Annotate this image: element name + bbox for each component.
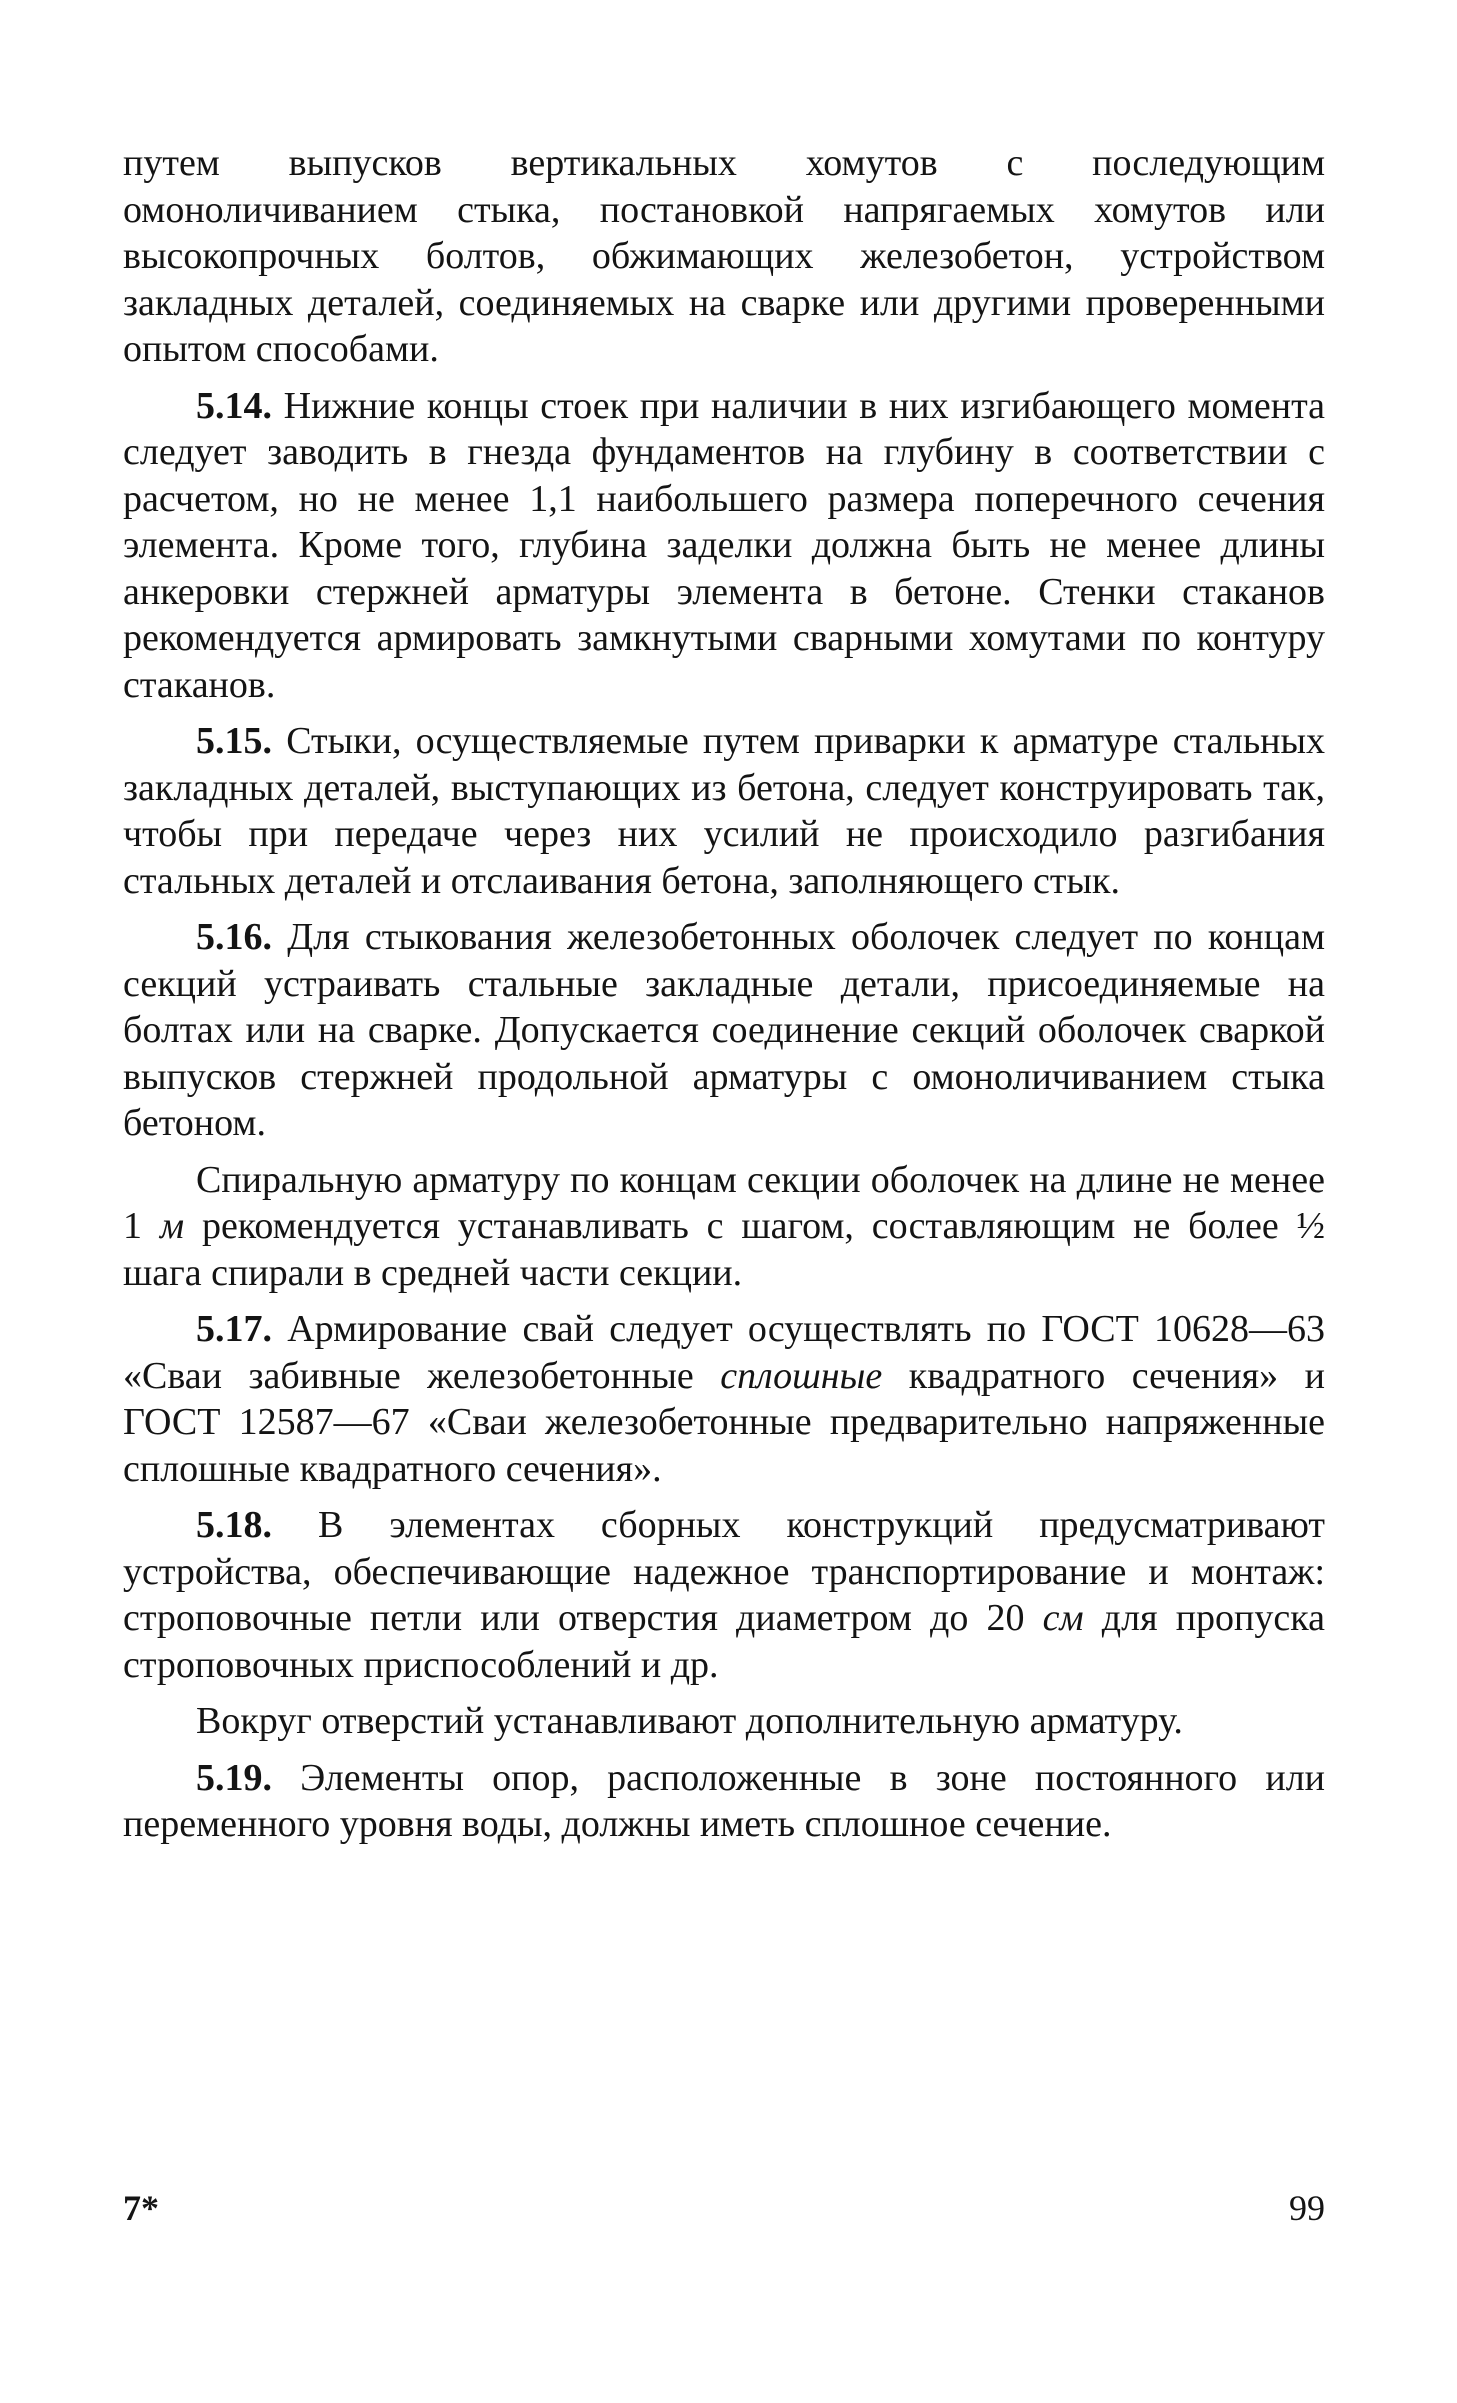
clause-text: Нижние концы стоек при наличии в них изгибающего момента следует заводить в гнезда фундаментов на глубину в соответствии с расчетом, но не менее 1,1 наибольшего размера поперечного сечения элемента. Кроме того, глубина заделки должна быть не менее длины анкеровки стержней арматуры элемента в бетоне. Стенки стаканов рекомендуется армировать замкнутыми сварными хомутами по контуру стаканов. bbox=[123, 384, 1325, 706]
italic-text: сплошные bbox=[720, 1354, 883, 1397]
paragraph-openings bbox=[123, 1698, 1325, 1745]
clause-number: 5.16. bbox=[196, 916, 272, 958]
paragraph-continuation bbox=[123, 140, 1325, 373]
clause-5-14 bbox=[123, 383, 1325, 709]
clause-text-pre: Армирование свай следует осуществлять по ГОСТ 10628—63 «Сваи забивные железобетонные bbox=[123, 1308, 1325, 1397]
paragraph-text: путем выпусков вертикальных хомутов с последующим омоноличиванием стыка, постановкой напрягаемых хомутов или высокопрочных болтов, обжимающих железобетон, устройством закладных деталей, соединяемых на сварке или другими проверенными опытом способами. bbox=[123, 142, 1325, 370]
clause-number: 5.17. bbox=[196, 1308, 272, 1350]
clause-5-16 bbox=[123, 914, 1325, 1147]
clause-text-pre: В элементах сборных конструкций предусматривают устройства, обеспечивающие надежное транспортирование и монтаж: строповочные петли или отверстия диаметром до 20 bbox=[123, 1504, 1325, 1639]
paragraph-text: Вокруг отверстий устанавливают дополнительную арматуру. bbox=[196, 1700, 1183, 1742]
document-body bbox=[123, 140, 1325, 1858]
clause-number: 5.14. bbox=[196, 384, 272, 427]
unit-text: см bbox=[1042, 1597, 1084, 1639]
clause-5-15 bbox=[123, 718, 1325, 904]
page-footer bbox=[123, 2187, 1325, 2233]
paragraph-text-post: рекомендуется устанавливать с шагом, составляющим не более ½ шага спирали в средней части секции. bbox=[123, 1205, 1326, 1294]
clause-5-19 bbox=[123, 1755, 1325, 1848]
clause-text: Элементы опор, расположенные в зоне постоянного или переменного уровня воды, должны иметь сплошное сечение. bbox=[123, 1756, 1325, 1845]
clause-text-post: для пропуска строповочных приспособлений и др. bbox=[123, 1597, 1325, 1686]
clause-number: 5.18. bbox=[196, 1504, 272, 1546]
page-number: 99 bbox=[1289, 2188, 1325, 2228]
signature-mark: 7* bbox=[123, 2188, 159, 2228]
clause-number: 5.19. bbox=[196, 1756, 272, 1799]
clause-5-17 bbox=[123, 1306, 1325, 1492]
clause-5-18 bbox=[123, 1502, 1325, 1688]
paragraph-text-pre: Спиральную арматуру по концам секции оболочек на длине не менее 1 bbox=[123, 1158, 1325, 1247]
clause-text: Стыки, осуществляемые путем приварки к арматуре стальных закладных деталей, выступающих из бетона, следует конструировать так, чтобы при передаче через них усилий не происходило разгибания стальных деталей и отслаивания бетона, заполняющего стык. bbox=[123, 720, 1326, 902]
clause-text-post: квадратного сечения» и ГОСТ 12587—67 «Сваи железобетонные предварительно напряженные сплошные квадратного сечения». bbox=[123, 1354, 1325, 1490]
unit-text: м bbox=[159, 1205, 185, 1247]
clause-text: Для стыкования железобетонных оболочек следует по концам секций устраивать стальные закладные детали, присоединяемые на болтах или на сварке. Допускается соединение секций оболочек сваркой выпусков стержней продольной арматуры с омоноличиванием стыка бетоном. bbox=[123, 916, 1325, 1144]
paragraph-spiral-reinforcement bbox=[123, 1157, 1325, 1297]
clause-number: 5.15. bbox=[196, 720, 272, 762]
